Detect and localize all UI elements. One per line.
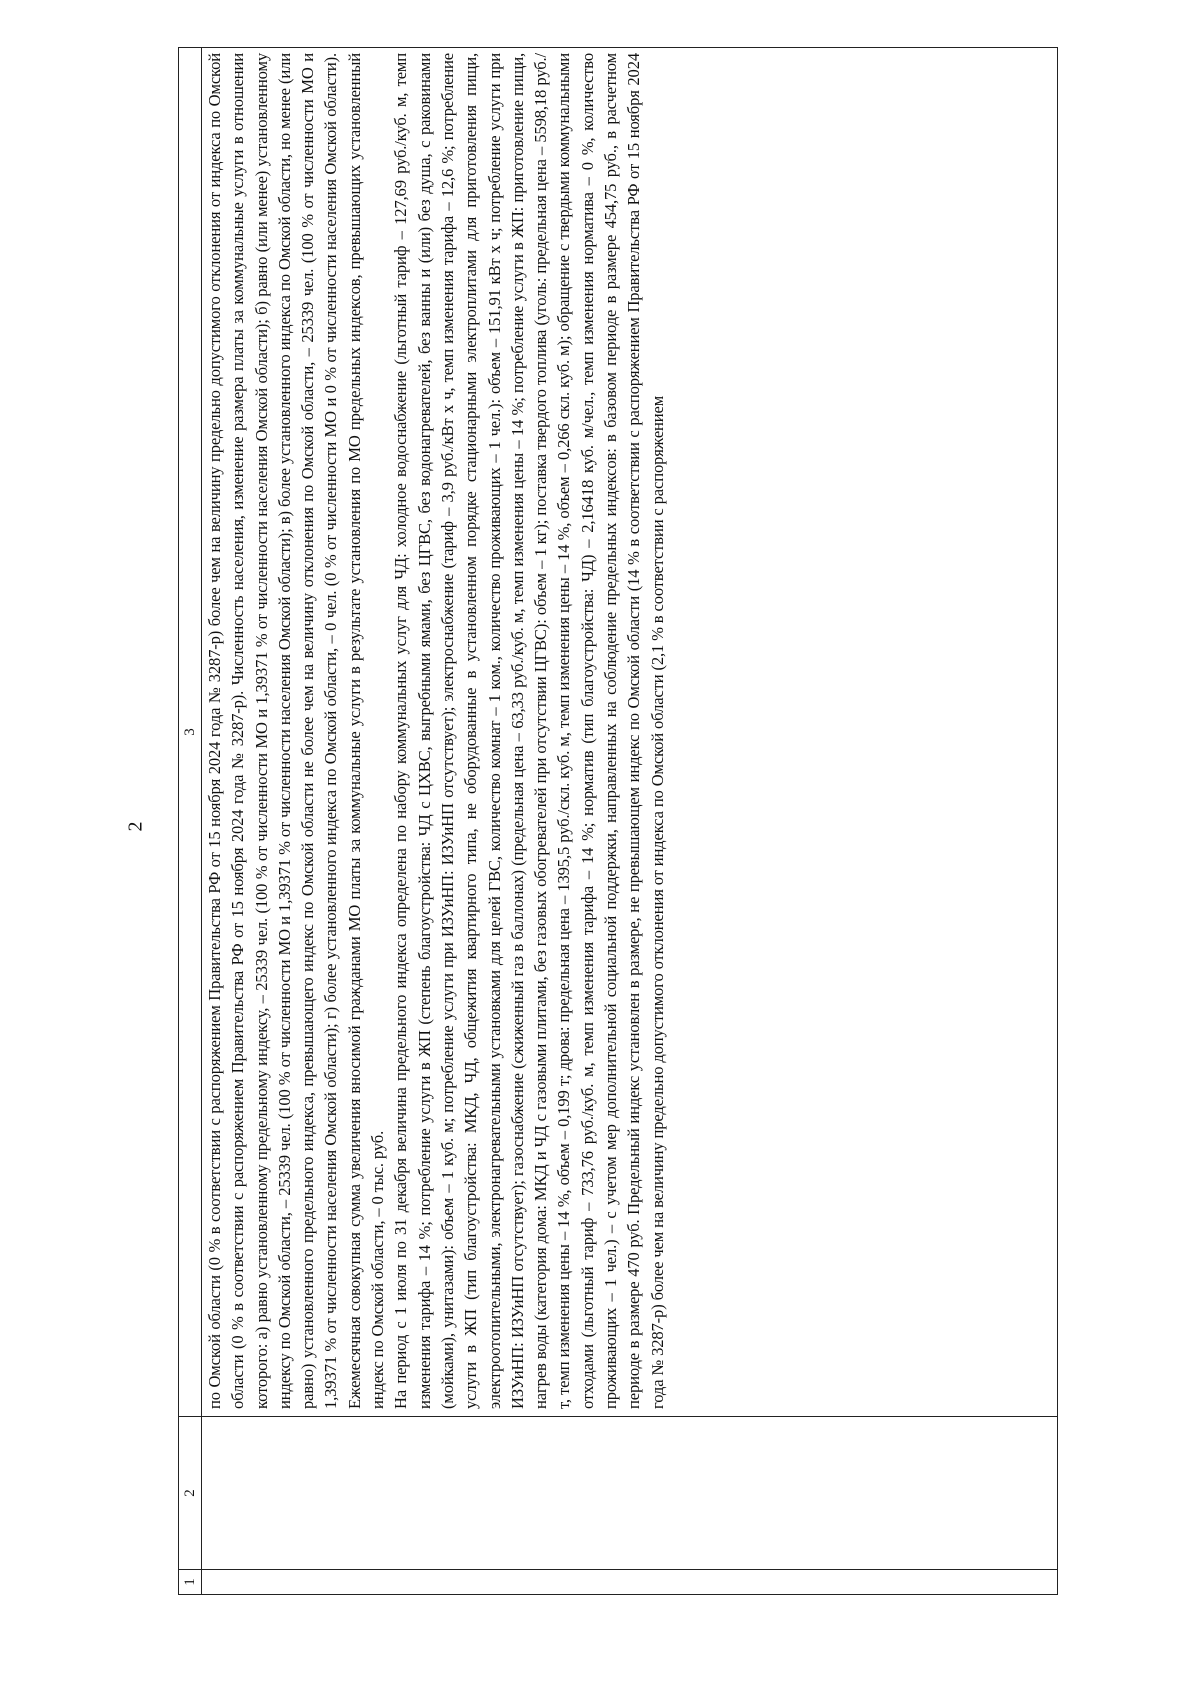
table-cell-col-3: [202, 48, 1058, 1417]
table-cell-col-2: [202, 1417, 1058, 1570]
table-header-col-1: 1: [179, 1570, 202, 1595]
rotated-page-content: [178, 47, 1058, 1595]
table-row: [202, 48, 1058, 1595]
paragraph-1: по Омской области (0 % в соответствии с распоряжением Правительства РФ от 15 ноября 2024 года № 3287-р) более чем на величину предельно допустимого отклонения от индекса по Омской области (0 % в соответствии с распоряжением Правительства РФ от 15 ноября 2024 года № 3287-р). Численность населения, изменение размера платы за коммунальные услуги в отношении которого: а) равно установленному предельному индексу, – 25339 чел. (100 % от численности МО и 1,39371 % от численности населения Омской области); б) равно (или менее) установленному индексу по Омской области, – 25339 чел. (100 % от численности МО и 1,39371 % от численности населения Омской области); в) более установленного индекса по Омской области, но менее (или равно) установленного предельного индекса, превышающего индекс по Омской области не более чем на величину отклонения по Омской области, – 25339 чел. (100 % от численности МО и 1,39371 % от численности населения Омской области); г) более установленного индекса по Омской области, – 0 чел. (0 % от численности МО и 0 % от численности населения Омской области). Ежемесячная совокупная сумма увеличения вносимой гражданами МО платы за коммунальные услуги в результате установления по МО предельных индексов, превышающих установленный индекс по Омской области, – 0 тыс. руб.: [205, 53, 388, 1409]
cell-text: [202, 48, 669, 1416]
table-header-row: [179, 48, 202, 1595]
table-header-col-2: 2: [179, 1417, 202, 1570]
paragraph-2: На период с 1 июля по 31 декабря величина предельного индекса определена по набору коммунальных услуг для ЧД: холодное водоснабжение (льготный тариф – 127,69 руб./куб. м, темп изменения тарифа – 14 %; потребление услуги в ЖП (степень благоустройства: ЧД с ЦХВС, выгребными ямами, без ЦГВС, без водонагревателей, без ванны и (или) без душа, с раковинами (мойками), унитазами): объем – 1 куб. м; потребление услуги при ИЗУиНП: ИЗУиНП отсутствует); электроснабжение (тариф – 3,9 руб./кВт х ч, темп изменения тарифа – 12,6 %; потребление услуги в ЖП (тип благоустройства: МКД, ЧД, общежития квартирного типа, не оборудованные в установленном порядке стационарными электроплитами для приготовления пищи, электроотопительными, электронагревательными установками для целей ГВС, количество комнат – 1 ком., количество проживающих – 1 чел.): объем – 151,91 кВт х ч; потребление услуги при ИЗУиНП: ИЗУиНП отсутствует); газоснабжение (сжиженный газ в баллонах) (предельная цена – 63,33 руб./куб. м, темп изменения цены – 14 %; потребление услуги в ЖП: приготовление пищи, нагрев воды (категория дома: МКД и ЧД с газовыми плитами, без газовых обогревателей при отсутствии ЦГВС): объем – 1 кг); поставка твердого топлива (уголь: предельная цена – 5598,18 руб./т, темп изменения цены – 14 %, объем – 0,199 т; дрова: предельная цена – 1395,5 руб./скл. куб. м, темп изменения цены – 14 %, объем – 0,266 скл. куб. м); обращение с твердыми коммунальными отходами (льготный тариф – 733,76 руб./куб. м, темп изменения тарифа – 14 %; норматив (тип благоустройства: ЧД) – 2,16418 куб. м/чел., темп изменения норматива – 0 %, количество проживающих – 1 чел.) – с учетом мер дополнительной социальной поддержки, направленных на соблюдение предельных индексов: в базовом периоде в размере 454,75 руб., в расчетном периоде в размере 470 руб. Предельный индекс установлен в размере, не превышающем индекс по Омской области (14 % в соответствии с распоряжением Правительства РФ от 15 ноября 2024 года № 3287-р) более чем на величину предельно допустимого отклонения от индекса по Омской области (2,1 % в соответствии с распоряжением: [391, 53, 667, 1409]
table-header-col-3: 3: [179, 48, 202, 1417]
document-table: [178, 47, 1058, 1595]
page-number: 2: [124, 821, 147, 832]
table-cell-col-1: [202, 1570, 1058, 1595]
